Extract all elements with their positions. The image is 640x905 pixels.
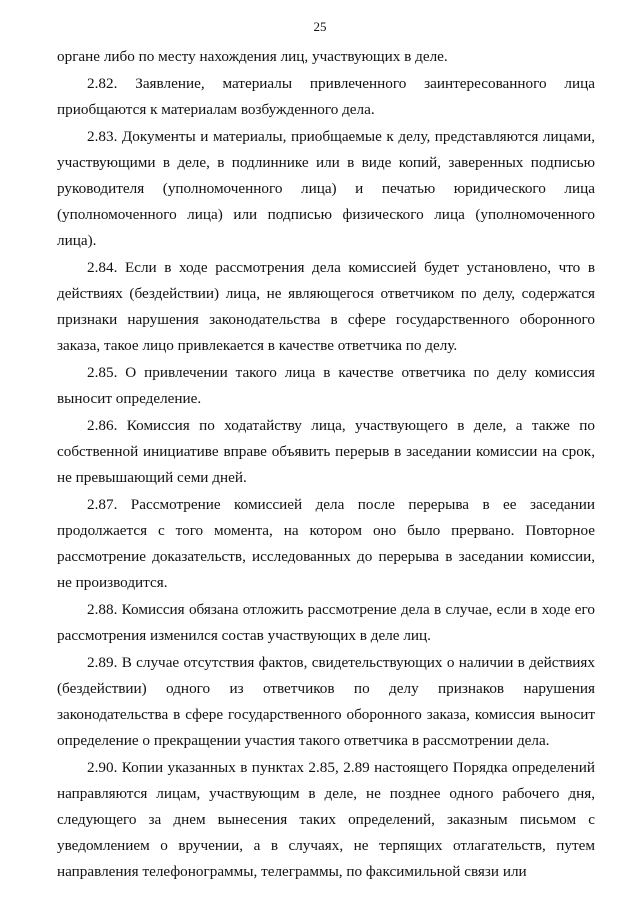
- paragraph-2-89: 2.89. В случае отсутствия фактов, свидетельствующих о наличии в действиях (бездействии) одного из ответчиков по делу признаков нарушения законодательства в сфере государственного оборонного заказа, комиссия выносит определение о прекращении участия такого ответчика в рассмотрении дела.: [57, 654, 595, 749]
- paragraph-2-88: 2.88. Комиссия обязана отложить рассмотрение дела в случае, если в ходе его рассмотрения изменился состав участвующих в деле лиц.: [57, 601, 595, 644]
- page-number: 25: [313, 19, 327, 34]
- document-body: [57, 44, 595, 886]
- paragraph-2-84: 2.84. Если в ходе рассмотрения дела комиссией будет установлено, что в действиях (бездействии) лица, не являющегося ответчиком по делу, содержатся признаки нарушения законодательства в сфере государственного оборонного заказа, такое лицо привлекается в качестве ответчика по делу.: [57, 259, 595, 354]
- paragraph-2-83: 2.83. Документы и материалы, приобщаемые к делу, представляются лицами, участвующими в деле, в подлиннике или в виде копий, заверенных подписью руководителя (уполномоченного лица) и печатью юридического лица (уполномоченного лица) или подписью физического лица (уполномоченного лица).: [57, 128, 595, 249]
- paragraph-2-86: 2.86. Комиссия по ходатайству лица, участвующего в деле, а также по собственной инициативе вправе объявить перерыв в заседании комиссии на срок, не превышающий семи дней.: [57, 417, 595, 486]
- paragraph-continuation: органе либо по месту нахождения лиц, участвующих в деле.: [57, 48, 448, 65]
- paragraph-2-90: 2.90. Копии указанных в пунктах 2.85, 2.89 настоящего Порядка определений направляются лицам, участвующим в деле, не позднее одного рабочего дня, следующего за днем вынесения таких определений, заказным письмом с уведомлением о вручении, а в случаях, не терпящих отлагательств, путем направления телефонограммы, телеграммы, по факсимильной связи или: [57, 759, 595, 880]
- paragraph-2-85: 2.85. О привлечении такого лица в качестве ответчика по делу комиссия выносит определение.: [57, 364, 595, 407]
- paragraph-2-87: 2.87. Рассмотрение комиссией дела после перерыва в ее заседании продолжается с того момента, на котором оно было прервано. Повторное рассмотрение доказательств, исследованных до перерыва в заседании комиссии, не производится.: [57, 496, 595, 591]
- paragraph-2-82: 2.82. Заявление, материалы привлеченного заинтересованного лица приобщаются к материалам возбужденного дела.: [57, 75, 595, 118]
